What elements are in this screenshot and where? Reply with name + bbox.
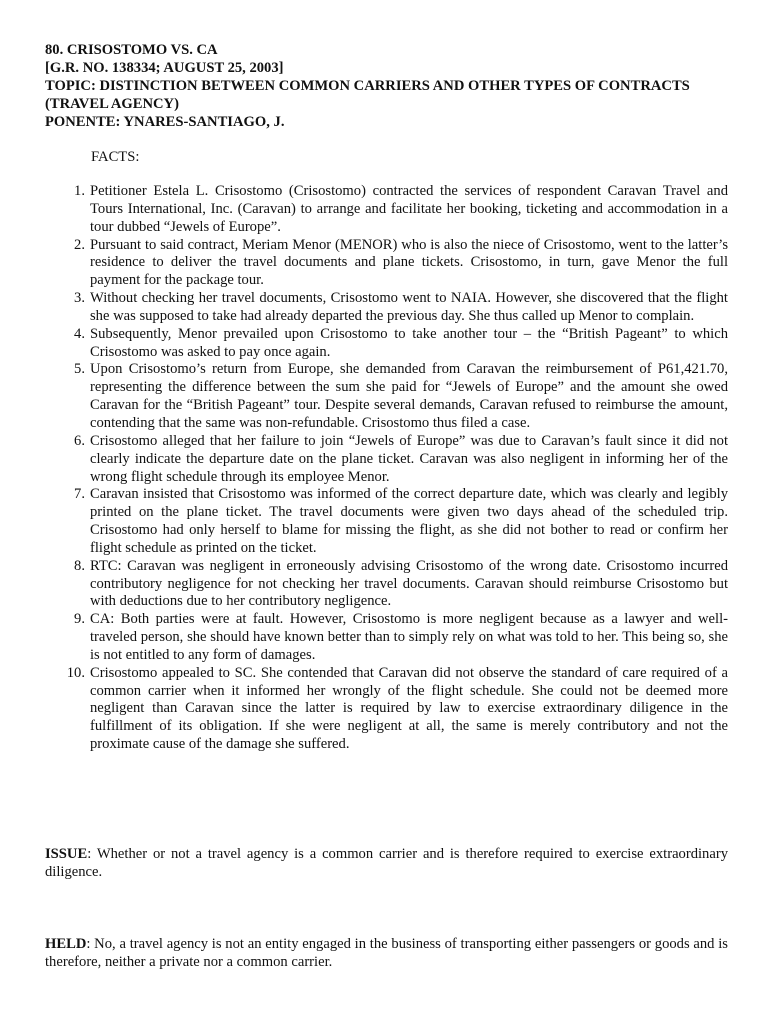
facts-list <box>45 183 728 754</box>
fact-number: 2. <box>74 236 85 253</box>
fact-text: Pursuant to said contract, Meriam Menor (MENOR) who is also the niece of Crisostomo, went to the latter’s residence to deliver the travel documents and plane tickets. Crisostomo, in turn, gave Menor the full payment for the package tour. <box>90 236 728 289</box>
held-label: HELD <box>45 936 87 952</box>
fact-item <box>45 290 728 326</box>
fact-item <box>45 237 728 291</box>
fact-text: CA: Both parties were at fault. However, Crisostomo is more negligent because as a lawyer and well-traveled person, she should have known better than to simply rely on what was told to her. This being so, she is not entitled to any form of damages. <box>90 611 728 663</box>
fact-number: 1. <box>74 183 85 199</box>
fact-item <box>45 326 728 362</box>
case-citation: [G.R. NO. 138334; AUGUST 25, 2003] <box>45 60 284 76</box>
fact-number: 4. <box>74 325 85 342</box>
issue-section <box>45 845 728 881</box>
case-title: 80. CRISOSTOMO VS. CA <box>45 42 218 58</box>
topic-line-1: TOPIC: DISTINCTION BETWEEN COMMON CARRIERS AND OTHER TYPES OF CONTRACTS <box>45 78 690 94</box>
fact-item <box>45 558 728 612</box>
case-header <box>45 41 735 131</box>
fact-item <box>45 611 728 665</box>
topic-line-2: (TRAVEL AGENCY) <box>45 96 179 112</box>
held-text: : No, a travel agency is not an entity engaged in the business of transporting either passengers or goods and is therefore, neither a private nor a common carrier. <box>45 936 728 970</box>
fact-item <box>45 486 728 557</box>
fact-number: 3. <box>74 290 85 307</box>
fact-text: Petitioner Estela L. Crisostomo (Crisostomo) contracted the services of respondent Caravan Travel and Tours International, Inc. (Caravan) to arrange and facilitate her booking, ticketing and accommodation in a tour dubbed “Jewels of Europe”. <box>90 183 728 235</box>
fact-text: Caravan insisted that Crisostomo was informed of the correct departure date, which was clearly and legibly printed on the plane ticket. The travel documents were given two days ahead of the scheduled trip. Crisostomo had only herself to blame for missing the flight, as she did not bother to read or confirm her flight schedule as printed on the ticket. <box>90 486 728 556</box>
fact-number: 10. <box>66 664 85 681</box>
fact-number: 7. <box>74 486 85 503</box>
fact-text: Crisostomo appealed to SC. She contended that Caravan did not observe the standard of care required of a common carrier when it informed her wrongly of the flight schedule. She could not be deemed more negligent than Caravan since the latter is required by law to exercise extraordinary diligence in the fulfillment of its obligation. If she were negligent at all, the same is merely contributory and not the proximate cause of the damage she suffered. <box>90 664 728 753</box>
fact-item <box>45 183 728 237</box>
fact-item <box>45 361 728 432</box>
fact-text: Crisostomo alleged that her failure to join “Jewels of Europe” was due to Caravan’s fault since it did not clearly indicate the departure date on the plane ticket. Caravan was also negligent in informing her of the wrong flight schedule through its employee Menor. <box>90 432 728 485</box>
fact-item <box>45 433 728 487</box>
fact-number: 5. <box>74 361 85 378</box>
fact-number: 9. <box>74 611 85 628</box>
issue-text: : Whether or not a travel agency is a common carrier and is therefore required to exercise extraordinary diligence. <box>45 846 728 880</box>
fact-text: Subsequently, Menor prevailed upon Crisostomo to take another tour – the “British Pageant” to which Crisostomo was asked to pay once again. <box>90 325 728 360</box>
fact-text: RTC: Caravan was negligent in erroneously advising Crisostomo of the wrong date. Crisostomo incurred contributory negligence for not checking her travel documents. Caravan should reimburse Crisostomo but with deductions due to her contributory negligence. <box>90 557 728 610</box>
fact-item <box>45 665 728 754</box>
ponente: PONENTE: YNARES-SANTIAGO, J. <box>45 114 285 130</box>
issue-label: ISSUE <box>45 846 88 862</box>
held-section <box>45 935 728 971</box>
fact-text: Upon Crisostomo’s return from Europe, she demanded from Caravan the reimbursement of P61,421.70, representing the difference between the sum she paid for “Jewels of Europe” and the amount she owed Caravan for the “British Pageant” tour. Despite several demands, Caravan refused to reimburse the amount, contending that the same was non-refundable. Crisostomo thus filed a case. <box>90 361 728 431</box>
fact-number: 8. <box>74 557 85 574</box>
fact-text: Without checking her travel documents, Crisostomo went to NAIA. However, she discovered that the flight she was supposed to take had already departed the previous day. She thus called up Menor to complain. <box>90 290 728 324</box>
fact-number: 6. <box>74 432 85 449</box>
facts-heading: FACTS: <box>91 149 140 165</box>
